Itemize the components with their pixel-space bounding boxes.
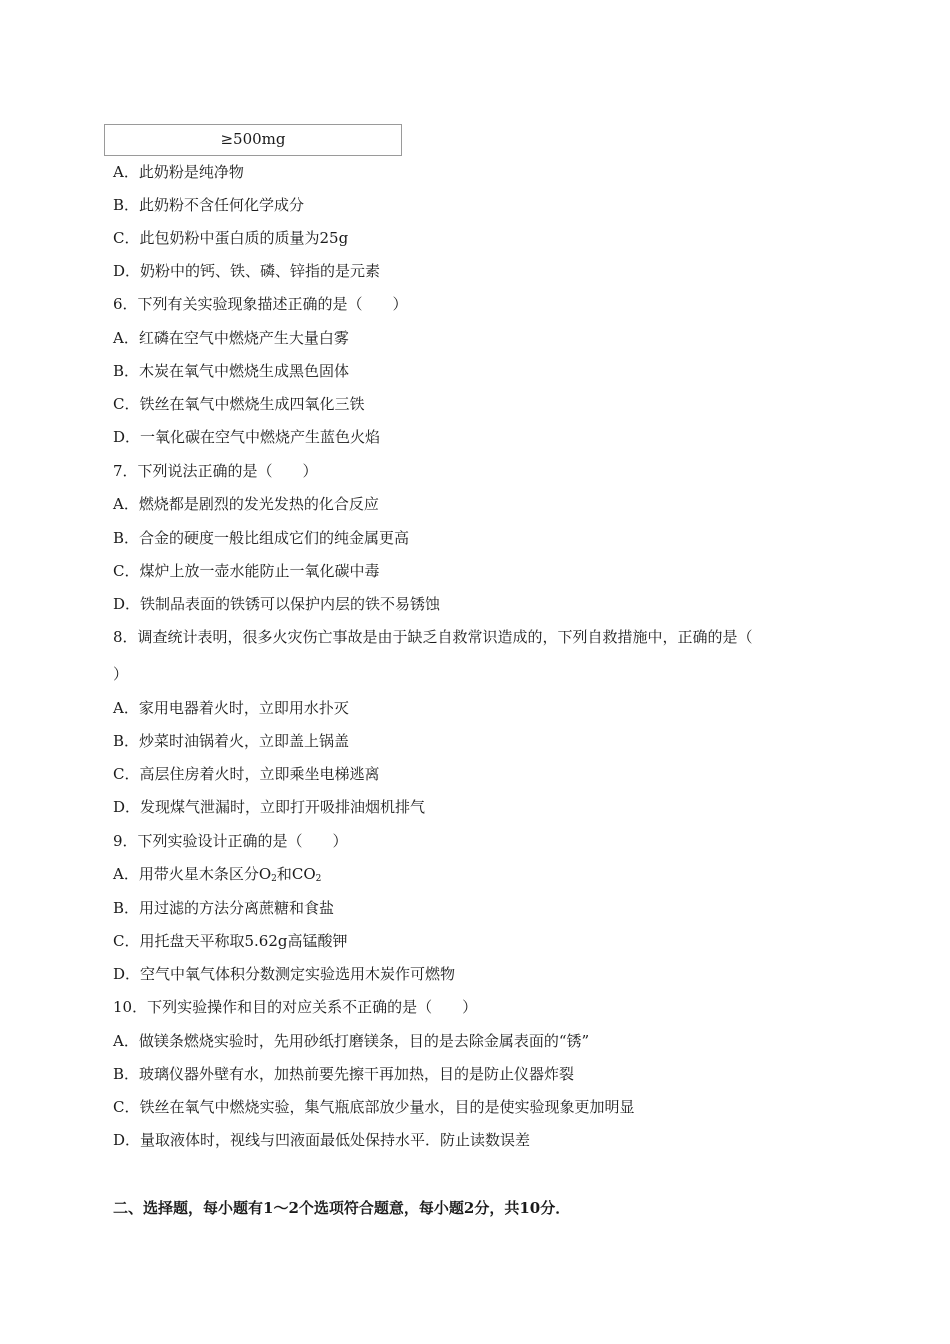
q6-option-c: C．铁丝在氧气中燃烧生成四氧化三铁	[113, 395, 365, 413]
q10-option-d: D．量取液体时，视线与凹液面最低处保持水平．防止读数误差	[113, 1131, 531, 1149]
q6-stem: 6．下列有关实验现象描述正确的是（ ）	[113, 295, 408, 313]
q9-option-a	[113, 864, 321, 884]
q9-option-c: C．用托盘天平称取5.62g高锰酸钾	[113, 932, 348, 950]
q9-option-d: D．空气中氧气体积分数测定实验选用木炭作可燃物	[113, 965, 456, 983]
q8-option-c: C．高层住房着火时，立即乘坐电梯逃离	[113, 765, 380, 783]
subscript-2: 2	[271, 874, 277, 884]
q8-option-a: A．家用电器着火时，立即用水扑灭	[113, 699, 349, 717]
q7-option-b: B．合金的硬度一般比组成它们的纯金属更高	[113, 529, 410, 547]
subscript-2: 2	[315, 874, 322, 884]
q8-option-b: B．炒菜时油锅着火，立即盖上锅盖	[113, 732, 350, 750]
q8-stem: 8．调查统计表明，很多火灾伤亡事故是由于缺乏自救常识造成的，下列自救措施中，正确的是（	[113, 628, 753, 646]
q5-option-b: B．此奶粉不含任何化学成分	[113, 196, 305, 214]
q7-option-a: A．燃烧都是剧烈的发光发热的化合反应	[113, 495, 379, 513]
q10-option-b: B．玻璃仪器外壁有水，加热前要先擦干再加热，目的是防止仪器炸裂	[113, 1065, 575, 1083]
q9-option-a-prefix: A．用带火星木条区分O	[113, 865, 272, 883]
q9-stem: 9．下列实验设计正确的是（ ）	[113, 832, 348, 850]
section-2-heading: 二、选择题，每小题有1～2个选项符合题意，每小题2分，共10分．	[113, 1199, 571, 1217]
q8-option-d: D．发现煤气泄漏时，立即打开吸排油烟机排气	[113, 798, 426, 816]
q10-option-c: C．铁丝在氧气中燃烧实验，集气瓶底部放少量水，目的是使实验现象更加明显	[113, 1098, 635, 1116]
q7-stem: 7．下列说法正确的是（ ）	[113, 462, 318, 480]
q5-option-a: A．此奶粉是纯净物	[113, 163, 244, 181]
q9-option-b: B．用过滤的方法分离蔗糖和食盐	[113, 899, 335, 917]
q7-option-c: C．煤炉上放一壶水能防止一氧化碳中毒	[113, 562, 380, 580]
q6-option-a: A．红磷在空气中燃烧产生大量白雾	[113, 329, 349, 347]
q9-option-a-mid: 和CO	[276, 865, 316, 883]
nutrition-table-cell: ≥500mg	[104, 124, 402, 156]
q8-stem-continuation: ）	[113, 665, 129, 683]
q6-option-b: B．木炭在氧气中燃烧生成黑色固体	[113, 362, 350, 380]
q10-stem: 10．下列实验操作和目的对应关系不正确的是（ ）	[113, 998, 478, 1016]
q10-option-a: A．做镁条燃烧实验时，先用砂纸打磨镁条，目的是去除金属表面的“锈”	[113, 1032, 590, 1050]
q6-option-d: D．一氧化碳在空气中燃烧产生蓝色火焰	[113, 428, 381, 446]
q5-option-c: C．此包奶粉中蛋白质的质量为25g	[113, 229, 349, 247]
q5-option-d: D．奶粉中的钙、铁、磷、锌指的是元素	[113, 262, 381, 280]
q7-option-d: D．铁制品表面的铁锈可以保护内层的铁不易锈蚀	[113, 595, 441, 613]
